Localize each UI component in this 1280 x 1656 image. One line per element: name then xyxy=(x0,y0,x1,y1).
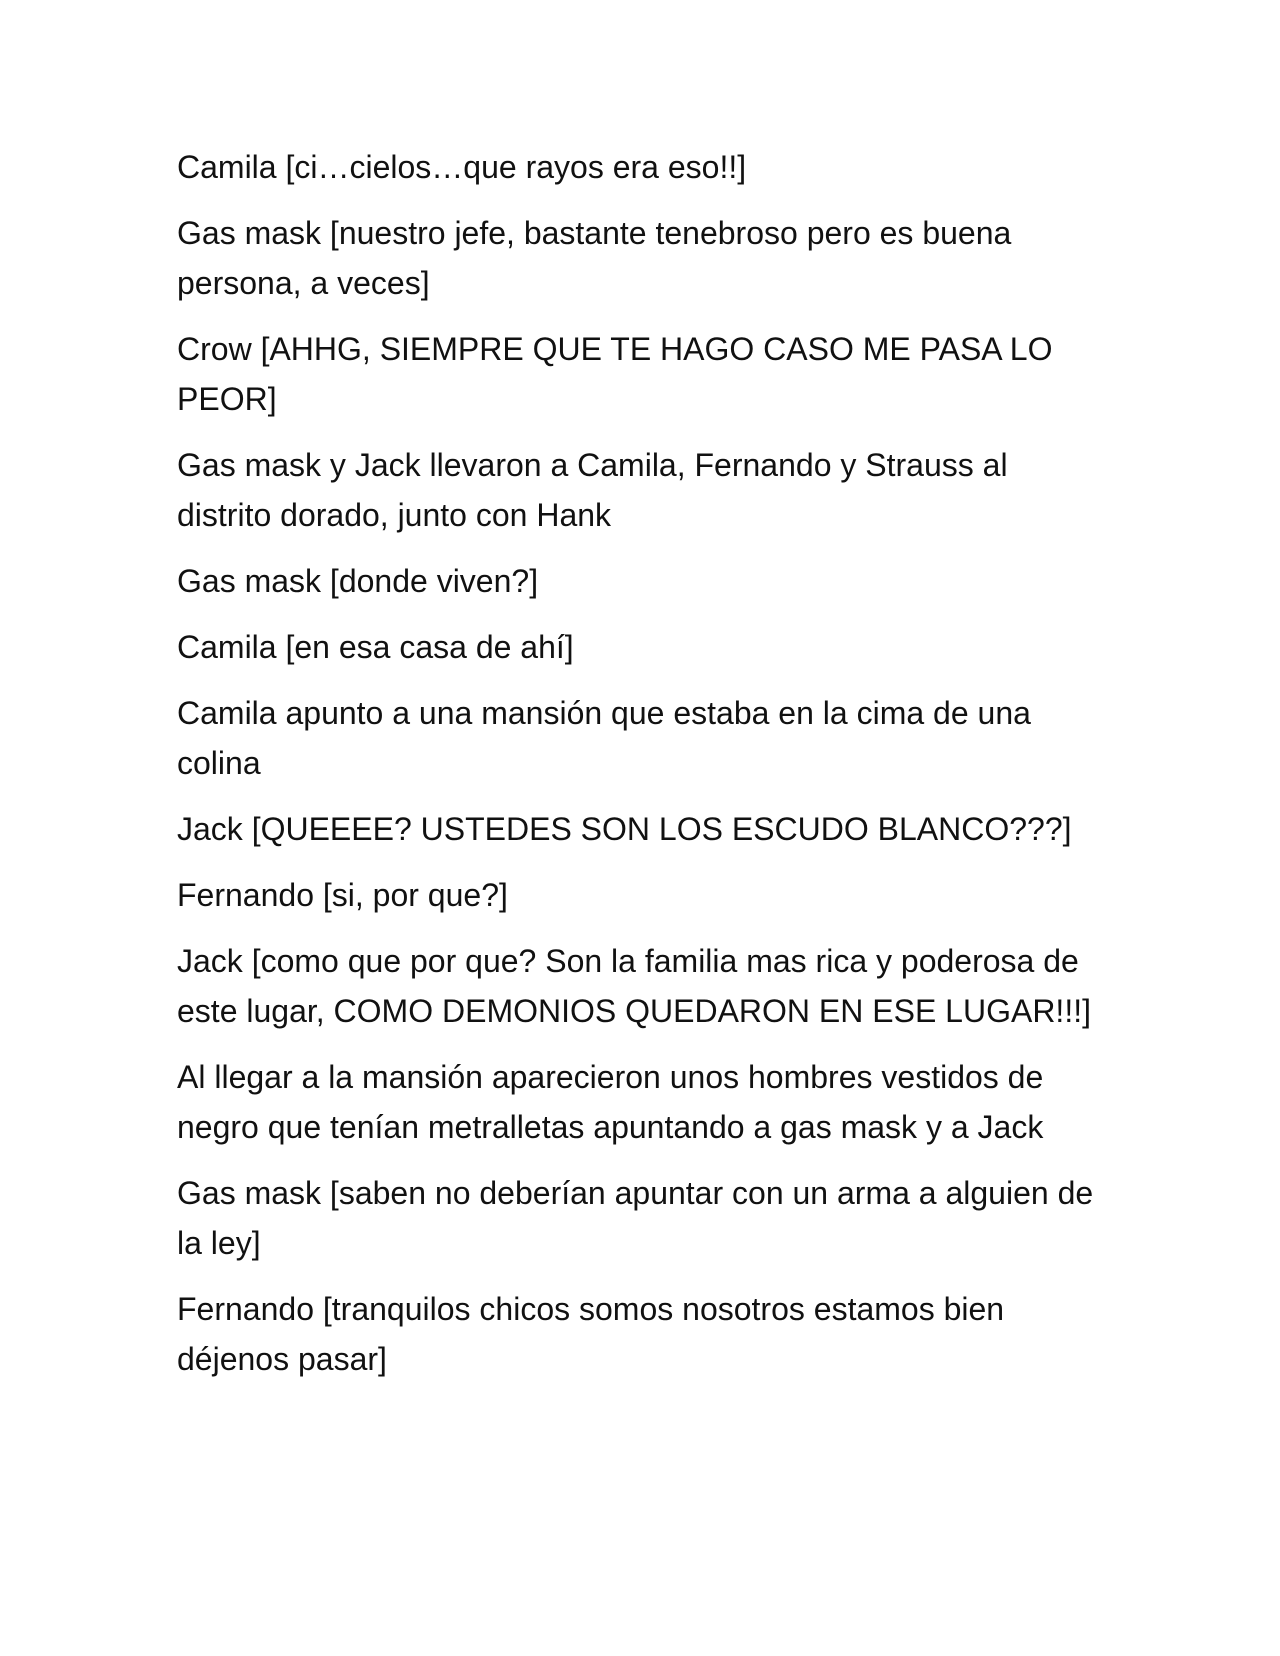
paragraph-3: Crow [AHHG, SIEMPRE QUE TE HAGO CASO ME PASA LO PEOR] xyxy=(177,331,1053,417)
paragraph-13: Fernando [tranquilos chicos somos nosotros estamos bien déjenos pasar] xyxy=(177,1291,1005,1377)
paragraph-5: Gas mask [donde viven?] xyxy=(177,563,539,599)
paragraph-10: Jack [como que por que? Son la familia mas rica y poderosa de este lugar, COMO DEMONIOS QUEDARON EN ESE LUGAR!!!] xyxy=(177,943,1091,1029)
document-body xyxy=(177,142,1097,1400)
paragraph-12: Gas mask [saben no deberían apuntar con un arma a alguien de la ley] xyxy=(177,1175,1094,1261)
paragraph-9: Fernando [si, por que?] xyxy=(177,877,508,913)
paragraph-6: Camila [en esa casa de ahí] xyxy=(177,629,574,665)
paragraph-11: Al llegar a la mansión aparecieron unos hombres vestidos de negro que tenían metralletas apuntando a gas mask y a Jack xyxy=(177,1059,1044,1145)
paragraph-2: Gas mask [nuestro jefe, bastante tenebroso pero es buena persona, a veces] xyxy=(177,215,1012,301)
paragraph-8: Jack [QUEEEE? USTEDES SON LOS ESCUDO BLANCO???] xyxy=(177,811,1072,847)
paragraph-1: Camila [ci…cielos…que rayos era eso!!] xyxy=(177,149,747,185)
paragraph-4: Gas mask y Jack llevaron a Camila, Fernando y Strauss al distrito dorado, junto con Hank xyxy=(177,447,1008,533)
paragraph-7: Camila apunto a una mansión que estaba en la cima de una colina xyxy=(177,695,1031,781)
